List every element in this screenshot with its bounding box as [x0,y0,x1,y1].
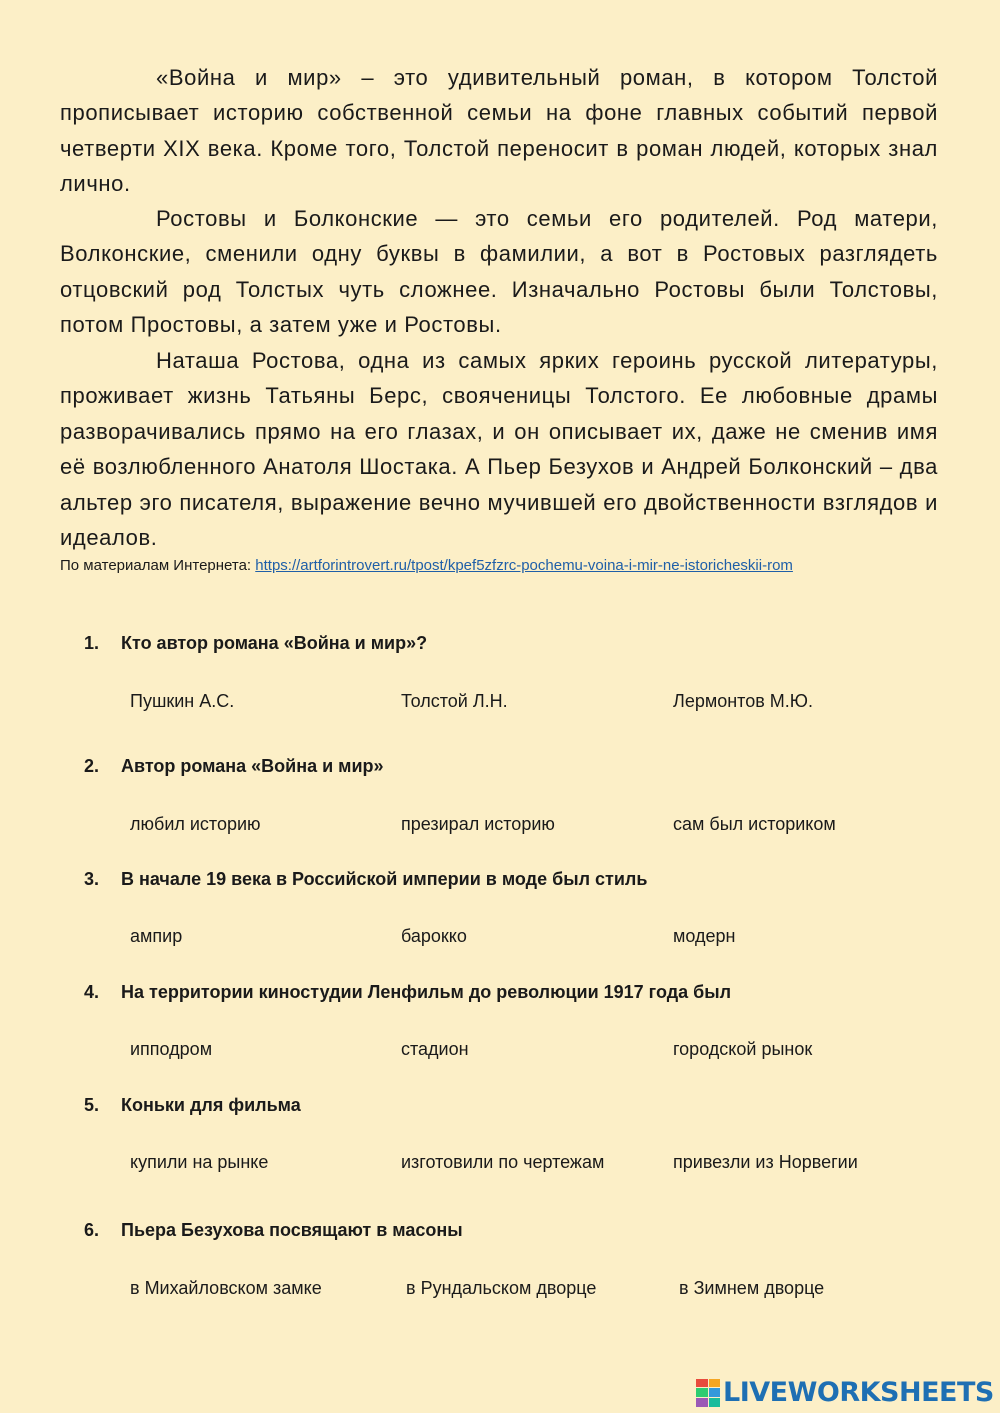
logo-text: LIVEWORKSHEETS [723,1377,994,1408]
liveworksheets-logo [696,1377,994,1408]
answer-option[interactable]: презирал историю [401,814,555,834]
source-citation [60,557,793,574]
question-4: 4. На территории киностудии Ленфильм до революции 1917 года был [84,982,732,1002]
answer-option[interactable]: сам был историком [673,814,836,834]
answer-option[interactable]: Лермонтов М.Ю. [673,691,813,711]
question-3: 3. В начале 19 века в Российской империи в моде был стиль [84,869,648,889]
answer-option[interactable]: Толстой Л.Н. [401,691,508,711]
question-6: 6. Пьера Безухова посвящают в масоны [84,1220,463,1240]
answer-option[interactable]: модерн [673,926,736,946]
question-5: 5. Коньки для фильма [84,1095,301,1115]
answer-option[interactable]: в Зимнем дворце [679,1278,825,1298]
passage-paragraph-1: «Война и мир» – это удивительный роман, в котором Толстой прописывает историю собственной семьи на фоне главных событий первой четверти XIX века. Кроме того, Толстой переносит в роман людей, которых знал лично. [60,65,938,197]
answer-option[interactable]: стадион [401,1039,469,1059]
answer-option[interactable]: ипподром [130,1039,213,1059]
answer-option[interactable]: барокко [401,926,467,946]
passage-paragraph-3: Наташа Ростова, одна из самых ярких героинь русской литературы, проживает жизнь Татьяны Берс, свояченицы Толстого. Ее любовные драмы разворачивались прямо на его глазах, и он описывает их, даже не сменив имя её возлюбленного Анатоля Шостака. А Пьер Безухов и Андрей Болконский – два альтер эго писателя, выражение вечно мучившей его двойственности взглядов и идеалов. [60,348,938,551]
source-prefix: По материалам Интернета: [60,557,256,574]
answer-option[interactable]: в Рундальском дворце [406,1278,597,1298]
source-link[interactable]: https://artforintrovert.ru/tpost/kpef5zfzrc-pochemu-voina-i-mir-ne-istoricheskii-rom [255,557,793,574]
answer-option[interactable]: любил историю [130,814,261,834]
answer-option[interactable]: привезли из Норвегии [673,1152,858,1172]
answer-option[interactable]: в Михайловском замке [130,1278,322,1298]
question-2: 2. Автор романа «Война и мир» [84,756,384,776]
answer-option[interactable]: изготовили по чертежам [401,1152,605,1172]
liveworksheets-logo-icon [696,1379,720,1407]
answer-option[interactable]: Пушкин А.С. [130,691,235,711]
answer-option[interactable]: городской рынок [673,1039,813,1059]
passage-paragraph-2: Ростовы и Болконские — это семьи его родителей. Род матери, Волконские, сменили одну буквы в фамилии, а вот в Ростовых разглядеть отцовский род Толстых чуть сложнее. Изначально Ростовы были Толстовы, потом Простовы, а затем уже и Ростовы. [60,206,938,338]
question-1: 1. Кто автор романа «Война и мир»? [84,633,428,653]
answer-option[interactable]: купили на рынке [130,1152,269,1172]
answer-option[interactable]: ампир [130,926,183,946]
